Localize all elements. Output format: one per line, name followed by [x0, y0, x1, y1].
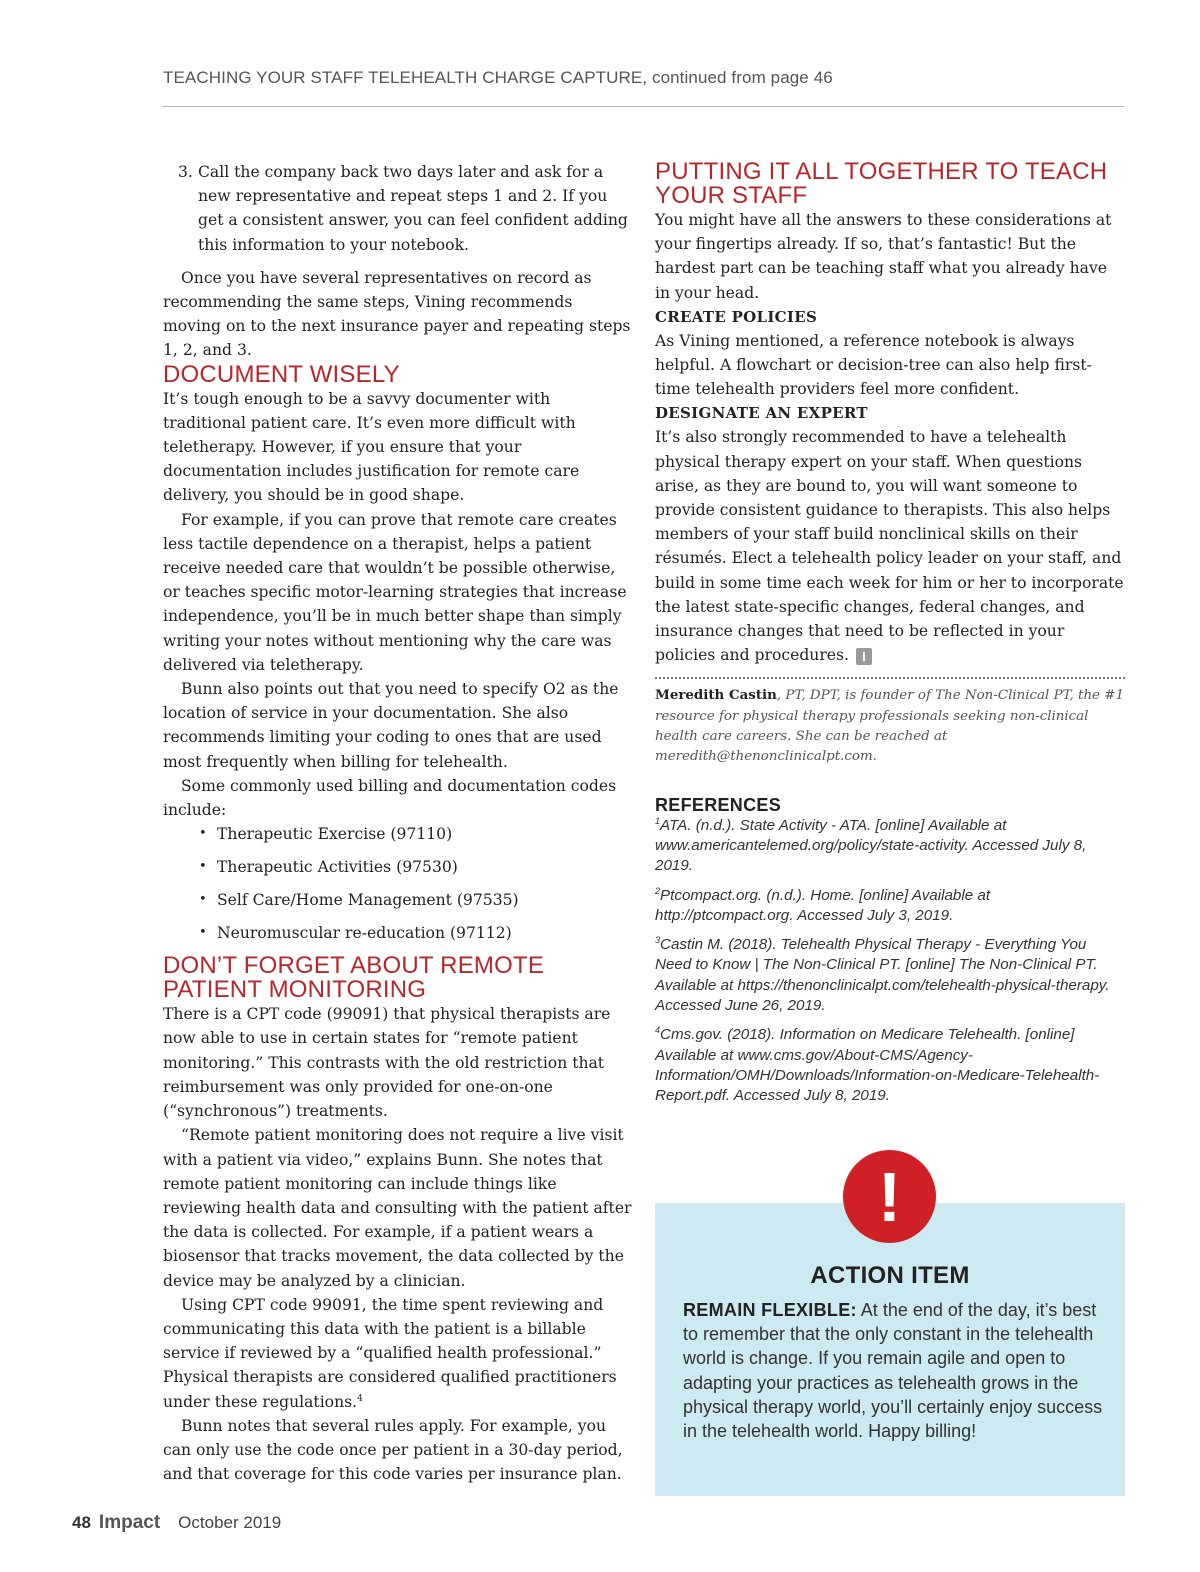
paragraph-doc-1: It’s tough enough to be a savvy documenter with traditional patient care. It’s even more difficult with teletherapy. However, if you ensure that your documentation includes justification for remote care delivery, you should be in good shape.	[163, 389, 580, 505]
heading-putting-together: PUTTING IT ALL TOGETHER TO TEACH YOUR STAFF	[655, 158, 1108, 209]
running-head	[163, 68, 833, 88]
heading-remote-monitoring: DON’T FORGET ABOUT REMOTE PATIENT MONITORING	[163, 952, 545, 1004]
right-column	[655, 160, 1125, 1116]
step-item	[163, 160, 633, 257]
paragraph-remote-1: There is a CPT code (99091) that physical therapists are now able to use in certain states for “remote patient monitoring.” This contrasts with the old restriction that reimbursement was only provided for one-on-one (“synchronous”) treatments.	[163, 1005, 611, 1121]
action-item-body	[683, 1298, 1108, 1443]
code-item: • Neuromuscular re-education (97112)	[163, 921, 633, 945]
subheading-designate-expert: DESIGNATE AN EXPERT	[655, 404, 868, 423]
continued-note: , continued from page 46	[642, 68, 833, 87]
paragraph-doc-3: Bunn also points out that you need to specify O2 as the location of service in your documentation. She also recommends limiting your coding to ones that are used most frequently when billing for telehealth.	[163, 680, 619, 771]
paragraph-expert-text: It’s also strongly recommended to have a telehealth physical therapy expert on your staff. When questions arise, as they are bound to, you will want someone to provide consistent guidance to therapists. This also helps members of your staff build nonclinical skills on their résumés. Elect a telehealth policy leader on your staff, and build in some time each week for him or her to incorporate the latest state-specific changes, federal changes, and insurance changes that need to be reflected in your policies and procedures.	[655, 428, 1124, 665]
codes-list	[163, 822, 633, 945]
reference-number: 4	[655, 1025, 661, 1036]
action-item-title: ACTION ITEM	[810, 1262, 970, 1289]
step-number: 3.	[178, 163, 193, 181]
header-rule	[162, 106, 1124, 107]
reference-text: ATA. (n.d.). State Activity - ATA. [online] Available at www.americantelemed.org/policy/state-activity. Accessed July 8, 2019.	[655, 816, 1087, 875]
reference-item	[655, 886, 1125, 927]
exclamation-icon	[843, 1150, 936, 1243]
paragraph-policies: As Vining mentioned, a reference notebook is always helpful. A flowchart or decision-tree can also help first-time telehealth providers feel more confident.	[655, 331, 1092, 399]
exclamation-glyph: !	[877, 1157, 902, 1236]
footnote-ref: 4	[357, 1393, 363, 1404]
reference-number: 2	[655, 885, 661, 896]
page-number: 48	[72, 1513, 91, 1532]
running-title: TEACHING YOUR STAFF TELEHEALTH CHARGE CAPTURE	[163, 68, 643, 87]
reference-text: Ptcompact.org. (n.d.). Home. [online] Available at http://ptcompact.org. Accessed July 3, 2019.	[655, 886, 991, 924]
author-bio	[655, 685, 1125, 767]
reference-item	[655, 935, 1125, 1016]
code-item: • Therapeutic Exercise (97110)	[163, 822, 633, 846]
magazine-name: Impact	[98, 1512, 161, 1533]
paragraph-remote-2: “Remote patient monitoring does not require a live visit with a patient via video,” explains Bunn. She notes that remote patient monitoring can include things like reviewing health data and consulting with the patient after the data is collected. For example, if a patient wears a biosensor that tracks movement, the data collected by the device may be analyzed by a clinician.	[163, 1126, 632, 1290]
heading-document-wisely: DOCUMENT WISELY	[163, 360, 400, 388]
step-text: Call the company back two days later and ask for a new representative and repeat steps 1 and 2. If you get a consistent answer, you can feel confident adding this information to your notebook.	[198, 163, 628, 254]
page-footer	[72, 1512, 281, 1534]
bio-divider	[655, 677, 1125, 679]
reference-text: Castin M. (2018). Telehealth Physical Therapy - Everything You Need to Know | The Non-Clinical PT. [online] The Non-Clinical PT. Available at https://thenonclinicalpt.com/telehealth-physical-therapy. Accessed June 26, 2019.	[655, 936, 1110, 1015]
reference-item	[655, 816, 1125, 877]
author-bio-text: , PT, DPT, is founder of The Non-Clinical PT, the #1 resource for physical therapy professionals seeking non-clinical health care careers. She can be reached at meredith@thenonclinicalpt.com.	[655, 688, 1124, 765]
paragraph-remote-3	[163, 1293, 633, 1414]
reference-number: 1	[655, 815, 661, 826]
paragraph-records: Once you have several representatives on record as recommending the same steps, Vining recommends moving on to the next insurance payer and repeating steps 1, 2, and 3.	[163, 268, 631, 360]
paragraph-expert	[655, 425, 1125, 667]
code-item: • Therapeutic Activities (97530)	[163, 855, 633, 879]
paragraph-remote-3-text: Using CPT code 99091, the time spent reviewing and communicating this data with the patient is a billable service if reviewed by a “qualified health professional.” Physical therapists are considered qualified practitioners under these regulations.	[163, 1295, 617, 1411]
left-column	[163, 160, 633, 1486]
paragraph-together: You might have all the answers to these considerations at your fingertips already. If so, that’s fantastic! But the hardest part can be teaching staff what you already have in your head.	[655, 211, 1112, 302]
action-item-text: At the end of the day, it’s best to remember that the only constant in the telehealth world is change. If you remain agile and open to adapting your practices as telehealth grows in the physical therapy world, you’ll certainly enjoy success in the telehealth world. Happy billing!	[683, 1300, 1103, 1442]
action-item-lead: REMAIN FLEXIBLE:	[683, 1300, 857, 1320]
code-item: • Self Care/Home Management (97535)	[163, 888, 633, 912]
paragraph-doc-2: For example, if you can prove that remote care creates less tactile dependence on a therapist, helps a patient receive needed care that wouldn’t be possible otherwise, or teaches specific motor-learning strategies that increase independence, you’ll be in much better shape than simply writing your notes without mentioning why the care was delivered via teletherapy.	[163, 510, 627, 674]
author-name: Meredith Castin	[655, 687, 777, 704]
end-mark-icon: I	[856, 648, 872, 665]
subheading-create-policies: CREATE POLICIES	[655, 307, 818, 326]
issue-date: October 2019	[178, 1513, 282, 1532]
reference-number: 3	[655, 935, 661, 946]
reference-item	[655, 1025, 1125, 1106]
references-title: REFERENCES	[655, 794, 782, 815]
reference-text: Cms.gov. (2018). Information on Medicare Telehealth. [online] Available at www.cms.gov/About-CMS/Agency-Information/OMH/Downloads/Information-on-Medicare-Telehealth-Report.pdf. Accessed July 8, 2019.	[655, 1026, 1100, 1105]
paragraph-doc-4: Some commonly used billing and documentation codes include:	[163, 776, 617, 820]
steps-list	[163, 160, 633, 257]
paragraph-remote-4: Bunn notes that several rules apply. For example, you can only use the code once per patient in a 30-day period, and that coverage for this code varies per insurance plan.	[163, 1416, 623, 1484]
